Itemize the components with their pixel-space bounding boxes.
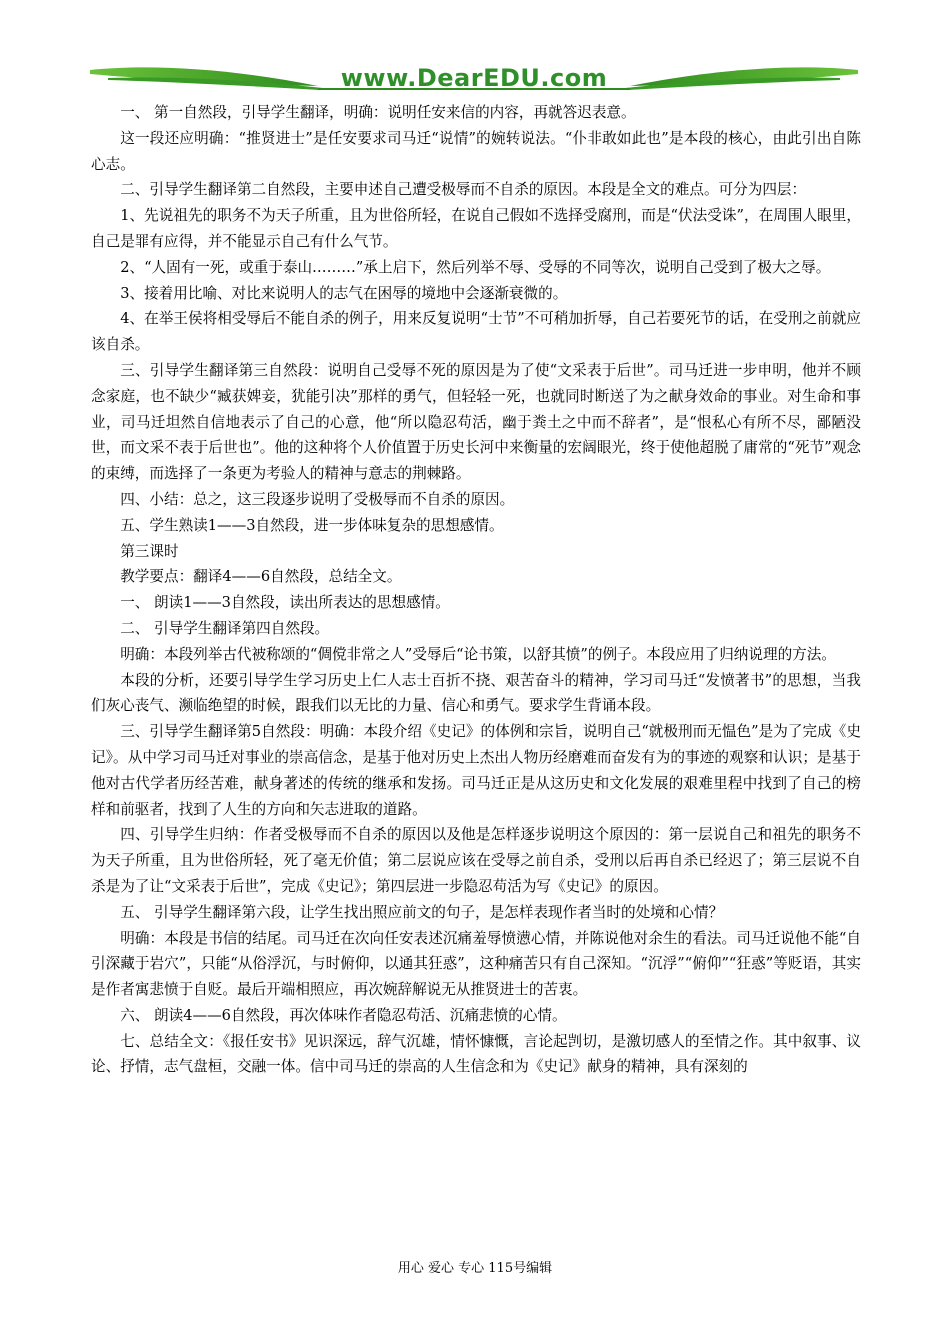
paragraph: 一、 朗读1——3自然段，读出所表达的思想感情。	[120, 594, 450, 612]
paragraph: 2、“人固有一死，或重于泰山………”承上启下，然后列举不辱、受辱的不同等次，说明自己受到了极大之辱。	[120, 258, 831, 276]
paragraph: 五、 引导学生翻译第六段，让学生找出照应前文的句子，是怎样表现作者当时的处境和心情？	[120, 903, 724, 921]
paragraph: 明确：本段是书信的结尾。司马迁在次向任安表述沉痛羞辱愤懑心情，并陈说他对余生的看法。司马迁说他不能“自引深藏于岩穴”，只能“从俗浮沉，与时俯仰，以通其狂惑”，这种痛苦只有自己深知。“沉浮”“俯仰”“狂惑”等贬语，其实是作者寓悲愤于自贬。最后开端相照应，再次婉辞解说无从推贤进士的苦衷。	[91, 929, 861, 999]
paragraph: 二、 引导学生翻译第四自然段。	[120, 619, 330, 637]
paragraph: 本段的分析，还要引导学生学习历史上仁人志士百折不挠、艰苦奋斗的精神，学习司马迁“发愤著书”的思想，当我们灰心丧气、濒临绝望的时候，跟我们以无比的力量、信心和勇气。要求学生背诵本段。	[91, 671, 861, 715]
document-body	[91, 100, 861, 1080]
paragraph: 1、先说祖先的职务不为天子所重，且为世俗所轻，在说自己假如不选择受腐刑，而是“伏法受诛”，在周围人眼里，自己是罪有应得，并不能显示自己有什么气节。	[91, 207, 861, 250]
paragraph: 三、引导学生翻译第5自然段：明确：本段介绍《史记》的体例和宗旨，说明自己“就极刑而无愠色”是为了完成《史记》。从中学习司马迁对事业的崇高信念，是基于他对历史上杰出人物历经磨难而奋发有为的事迹的观察和认识；是基于他对古代学者历经苦难，献身著述的传统的继承和发扬。司马迁正是从这历史和文化发展的艰难里程中找到了自己的榜样和前驱者，找到了人生的方向和矢志进取的道路。	[91, 723, 861, 818]
paragraph: 六、 朗读4——6自然段，再次体味作者隐忍苟活、沉痛悲愤的心情。	[120, 1006, 567, 1024]
paragraph: 三、引导学生翻译第三自然段：说明自己受辱不死的原因是为了使“文采表于后世”。司马迁进一步申明，他并不顾念家庭，也不缺少“臧获婢妾，犹能引决”那样的勇气，但轻轻一死，也就同时断送了为之献身效命的事业。对生命和事业，司马迁坦然自信地表示了自己的心意，他“所以隐忍苟活，幽于粪土之中而不辞者”，是“恨私心有所不尽，鄙陋没世，而文采不表于后世也”。他的这种将个人价值置于历史长河中来衡量的宏阔眼光，终于使他超脱了庸常的“死节”观念的束缚，而选择了一条更为考验人的精神与意志的荆棘路。	[91, 361, 861, 483]
site-header	[88, 62, 860, 92]
paragraph: 明确：本段列举古代被称颂的“倜傥非常之人”受辱后“论书策，以舒其愤”的例子。本段应用了归纳说理的方法。	[120, 645, 836, 663]
paragraph: 七、总结全文：《报任安书》见识深远，辞气沉雄，情怀慷慨，言论起剀切，是激切感人的至情之作。其中叙事、议论、抒情，志气盘桓，交融一体。信中司马迁的崇高的人生信念和为《史记》献身的精神，具有深刻的	[91, 1032, 861, 1076]
page-footer: 用心 爱心 专心 115号编辑	[397, 1261, 553, 1276]
paragraph: 4、在举王侯将相受辱后不能自杀的例子，用来反复说明“士节”不可稍加折辱，自己若要死节的话，在受刑之前就应该自杀。	[91, 310, 861, 354]
paragraph: 二、引导学生翻译第二自然段，主要申述自己遭受极辱而不自杀的原因。本段是全文的难点。可分为四层：	[120, 181, 807, 199]
site-logo-text: www.DearEDU.com	[340, 64, 608, 92]
paragraph: 教学要点：翻译4——6自然段，总结全文。	[120, 568, 402, 586]
section-heading: 第三课时	[120, 542, 179, 560]
paragraph: 四、小结：总之，这三段逐步说明了受极辱而不自杀的原因。	[120, 490, 515, 508]
paragraph: 四、引导学生归纳：作者受极辱而不自杀的原因以及他是怎样逐步说明这个原因的：第一层说自己和祖先的职务不为天子所重，且为世俗所轻，死了毫无价值；第二层说应该在受辱之前自杀，受刑以后再自杀已经迟了；第三层说不自杀是为了让“文采表于后世”，完成《史记》；第四层进一步隐忍苟活为写《史记》的原因。	[91, 826, 861, 895]
paragraph: 一、 第一自然段，引导学生翻译，明确：说明任安来信的内容，再就答迟表意。	[120, 104, 636, 121]
paragraph: 这一段还应明确：“推贤进士”是任安要求司马迁“说情”的婉转说法。“仆非敢如此也”是本段的核心，由此引出自陈心志。	[91, 129, 861, 173]
paragraph: 3、接着用比喻、对比来说明人的志气在困辱的境地中会逐渐衰微的。	[120, 284, 568, 302]
paragraph: 五、学生熟读1——3自然段，进一步体味复杂的思想感情。	[120, 516, 504, 534]
